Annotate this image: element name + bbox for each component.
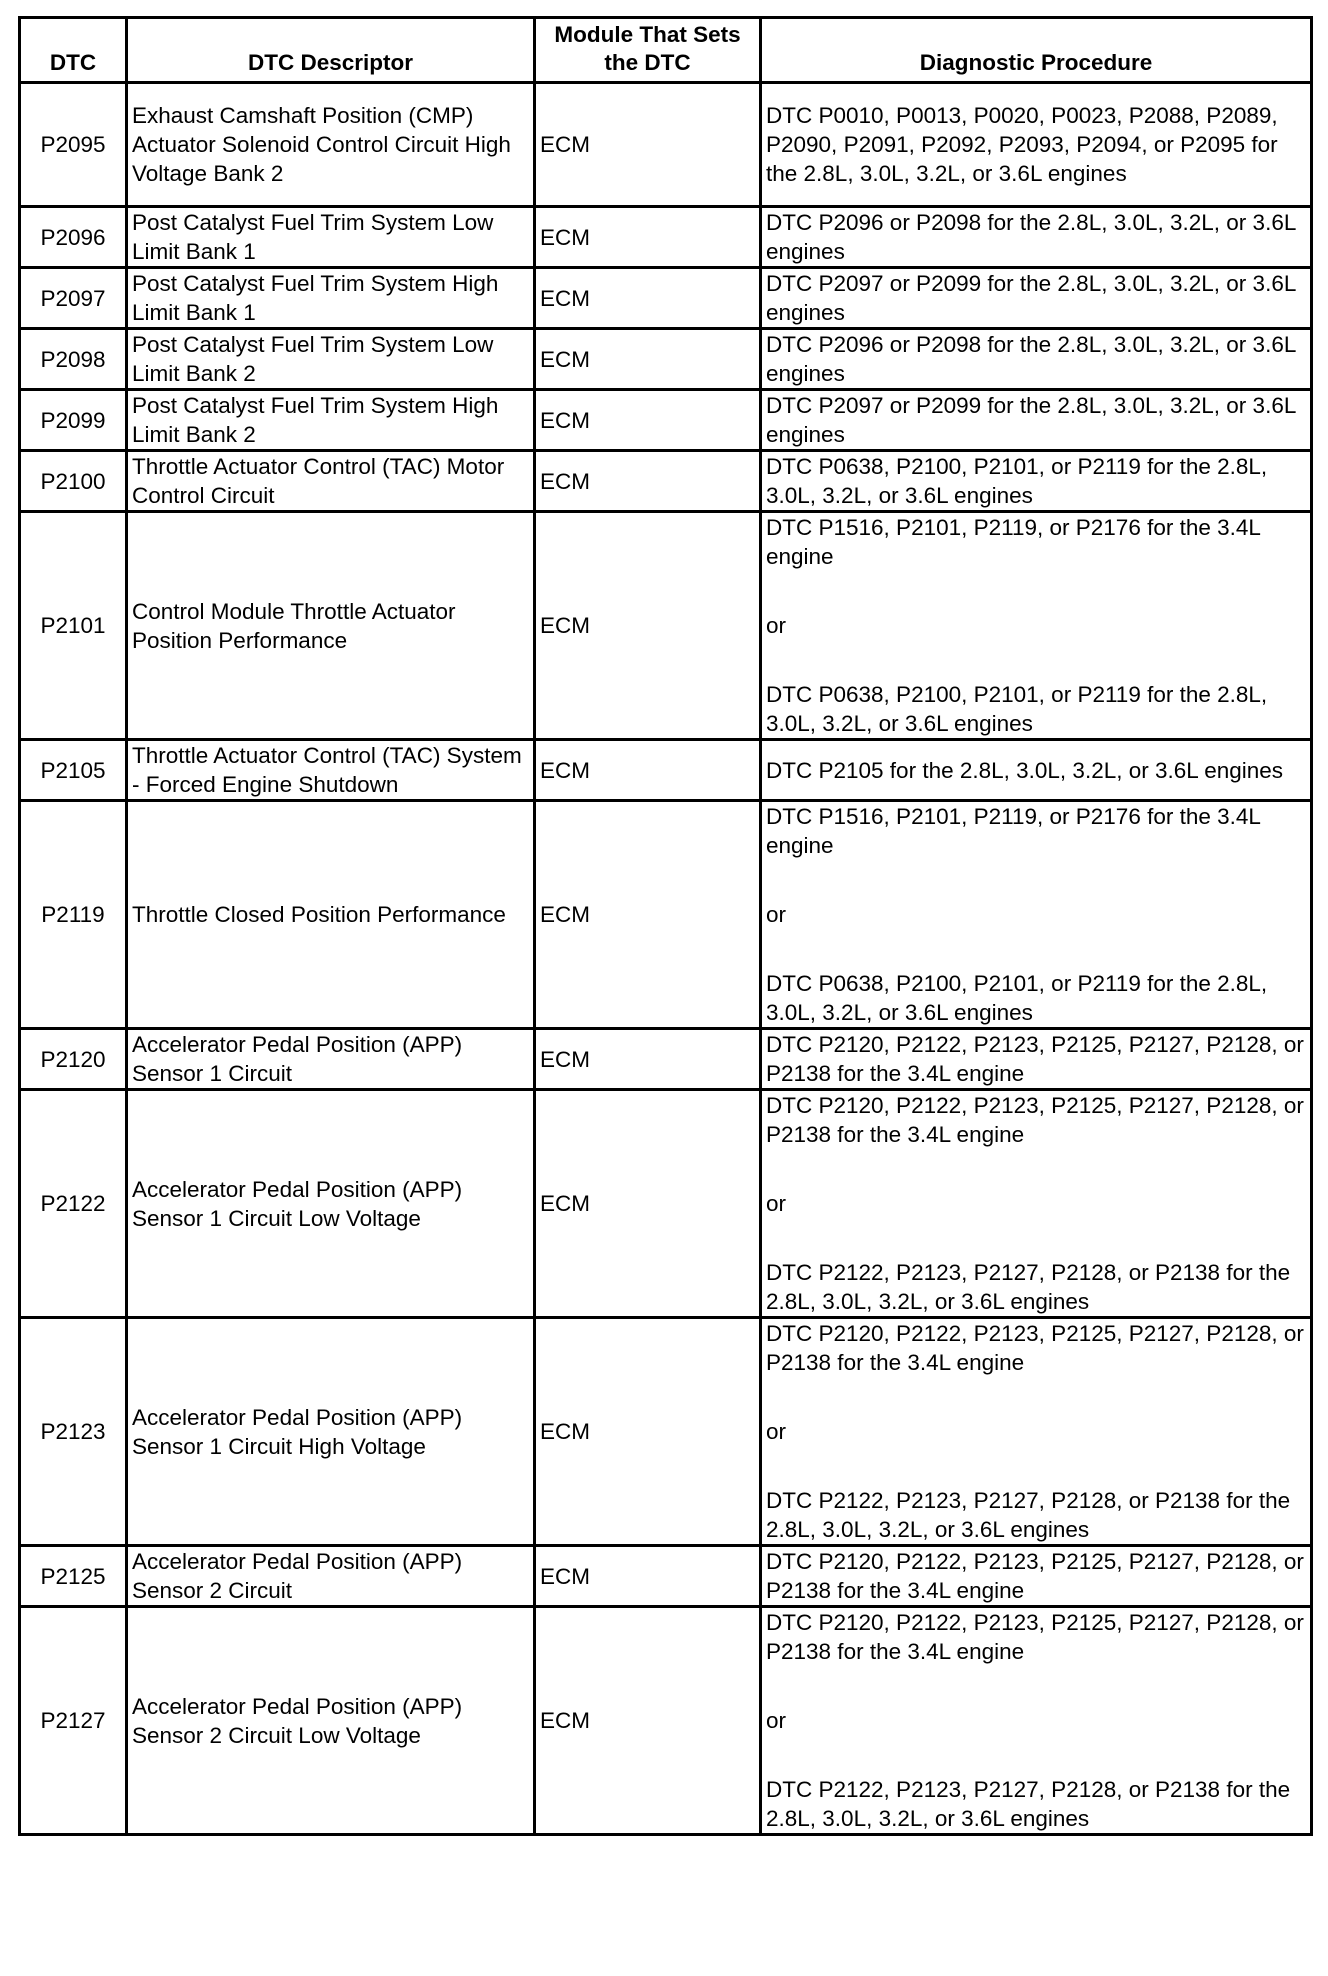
procedure-text: DTC P2122, P2123, P2127, P2128, or P2138 for the 2.8L, 3.0L, 3.2L, or 3.6L engines bbox=[766, 1260, 1291, 1314]
dtc-descriptor-cell: Throttle Actuator Control (TAC) Motor Control Circuit bbox=[127, 451, 535, 512]
module-cell: ECM bbox=[535, 451, 761, 512]
procedure-text: DTC P2122, P2123, P2127, P2128, or P2138 for the 2.8L, 3.0L, 3.2L, or 3.6L engines bbox=[766, 1488, 1291, 1542]
diagnostic-procedure-cell bbox=[761, 268, 1312, 329]
dtc-table bbox=[18, 16, 1313, 1836]
procedure-text: or bbox=[766, 1191, 787, 1216]
table-row bbox=[20, 1546, 1312, 1607]
procedure-text: or bbox=[766, 1708, 787, 1733]
module-cell: ECM bbox=[535, 1318, 761, 1546]
table-row bbox=[20, 268, 1312, 329]
module-cell: ECM bbox=[535, 1546, 761, 1607]
procedure-text: DTC P2120, P2122, P2123, P2125, P2127, P2128, or P2138 for the 3.4L engine bbox=[766, 1093, 1304, 1147]
dtc-descriptor-cell: Post Catalyst Fuel Trim System High Limit Bank 2 bbox=[127, 390, 535, 451]
procedure-text: DTC P2120, P2122, P2123, P2125, P2127, P2128, or P2138 for the 3.4L engine bbox=[766, 1610, 1304, 1664]
procedure-spacer bbox=[766, 1149, 1306, 1189]
diagnostic-procedure-cell bbox=[761, 801, 1312, 1029]
dtc-code-cell: P2125 bbox=[20, 1546, 127, 1607]
header-dtc: DTC bbox=[20, 18, 127, 83]
dtc-code-cell: P2105 bbox=[20, 740, 127, 801]
module-cell: ECM bbox=[535, 1607, 761, 1835]
diagnostic-procedure-cell bbox=[761, 740, 1312, 801]
module-cell: ECM bbox=[535, 1090, 761, 1318]
dtc-code-cell: P2120 bbox=[20, 1029, 127, 1090]
diagnostic-procedure-cell bbox=[761, 1090, 1312, 1318]
dtc-descriptor-cell: Control Module Throttle Actuator Position Performance bbox=[127, 512, 535, 740]
table-row bbox=[20, 1029, 1312, 1090]
procedure-text: DTC P0010, P0013, P0020, P0023, P2088, P2089, P2090, P2091, P2092, P2093, P2094, or P2095 for the 2.8L, 3.0L, 3.2L, or 3.6L engines bbox=[766, 103, 1278, 186]
table-row bbox=[20, 1090, 1312, 1318]
module-cell: ECM bbox=[535, 268, 761, 329]
table-row bbox=[20, 451, 1312, 512]
dtc-code-cell: P2100 bbox=[20, 451, 127, 512]
procedure-spacer bbox=[766, 1377, 1306, 1417]
dtc-code-cell: P2122 bbox=[20, 1090, 127, 1318]
procedure-spacer bbox=[766, 860, 1306, 900]
header-module: Module That Sets the DTC bbox=[535, 18, 761, 83]
procedure-text: DTC P2120, P2122, P2123, P2125, P2127, P2128, or P2138 for the 3.4L engine bbox=[766, 1032, 1304, 1086]
dtc-descriptor-cell: Post Catalyst Fuel Trim System High Limit Bank 1 bbox=[127, 268, 535, 329]
dtc-code-cell: P2127 bbox=[20, 1607, 127, 1835]
procedure-text: DTC P1516, P2101, P2119, or P2176 for the 3.4L engine bbox=[766, 804, 1261, 858]
procedure-text: DTC P2096 or P2098 for the 2.8L, 3.0L, 3.2L, or 3.6L engines bbox=[766, 332, 1296, 386]
diagnostic-procedure-cell bbox=[761, 207, 1312, 268]
dtc-code-cell: P2099 bbox=[20, 390, 127, 451]
dtc-descriptor-cell: Post Catalyst Fuel Trim System Low Limit Bank 2 bbox=[127, 329, 535, 390]
table-row bbox=[20, 390, 1312, 451]
procedure-text: or bbox=[766, 902, 787, 927]
dtc-descriptor-cell: Throttle Actuator Control (TAC) System - Forced Engine Shutdown bbox=[127, 740, 535, 801]
header-row bbox=[20, 18, 1312, 83]
diagnostic-procedure-cell bbox=[761, 1607, 1312, 1835]
diagnostic-procedure-cell bbox=[761, 451, 1312, 512]
procedure-text: DTC P0638, P2100, P2101, or P2119 for the 2.8L, 3.0L, 3.2L, or 3.6L engines bbox=[766, 971, 1268, 1025]
procedure-text: DTC P2097 or P2099 for the 2.8L, 3.0L, 3.2L, or 3.6L engines bbox=[766, 393, 1296, 447]
table-row bbox=[20, 512, 1312, 740]
table-body bbox=[20, 83, 1312, 1835]
procedure-spacer bbox=[766, 1666, 1306, 1706]
dtc-descriptor-cell: Accelerator Pedal Position (APP) Sensor 1 Circuit Low Voltage bbox=[127, 1090, 535, 1318]
table-row bbox=[20, 1318, 1312, 1546]
module-cell: ECM bbox=[535, 801, 761, 1029]
dtc-code-cell: P2097 bbox=[20, 268, 127, 329]
procedure-spacer bbox=[766, 571, 1306, 611]
module-cell: ECM bbox=[535, 390, 761, 451]
dtc-descriptor-cell: Accelerator Pedal Position (APP) Sensor 1 Circuit High Voltage bbox=[127, 1318, 535, 1546]
header-procedure: Diagnostic Procedure bbox=[761, 18, 1312, 83]
diagnostic-procedure-cell bbox=[761, 512, 1312, 740]
procedure-text: DTC P0638, P2100, P2101, or P2119 for the 2.8L, 3.0L, 3.2L, or 3.6L engines bbox=[766, 454, 1268, 508]
procedure-spacer bbox=[766, 1735, 1306, 1775]
procedure-spacer bbox=[766, 1446, 1306, 1486]
dtc-descriptor-cell: Accelerator Pedal Position (APP) Sensor 2 Circuit Low Voltage bbox=[127, 1607, 535, 1835]
table-row bbox=[20, 740, 1312, 801]
procedure-spacer bbox=[766, 1218, 1306, 1258]
diagnostic-procedure-cell bbox=[761, 329, 1312, 390]
procedure-spacer bbox=[766, 640, 1306, 680]
table-row bbox=[20, 83, 1312, 207]
procedure-text: DTC P0638, P2100, P2101, or P2119 for the 2.8L, 3.0L, 3.2L, or 3.6L engines bbox=[766, 682, 1268, 736]
diagnostic-procedure-cell bbox=[761, 1318, 1312, 1546]
module-cell: ECM bbox=[535, 740, 761, 801]
module-cell: ECM bbox=[535, 329, 761, 390]
dtc-code-cell: P2119 bbox=[20, 801, 127, 1029]
header-descriptor: DTC Descriptor bbox=[127, 18, 535, 83]
procedure-text: DTC P2096 or P2098 for the 2.8L, 3.0L, 3.2L, or 3.6L engines bbox=[766, 210, 1296, 264]
module-cell: ECM bbox=[535, 207, 761, 268]
module-cell: ECM bbox=[535, 1029, 761, 1090]
dtc-code-cell: P2096 bbox=[20, 207, 127, 268]
table-row bbox=[20, 207, 1312, 268]
procedure-text: DTC P1516, P2101, P2119, or P2176 for the 3.4L engine bbox=[766, 515, 1261, 569]
dtc-descriptor-cell: Throttle Closed Position Performance bbox=[127, 801, 535, 1029]
dtc-descriptor-cell: Accelerator Pedal Position (APP) Sensor 2 Circuit bbox=[127, 1546, 535, 1607]
procedure-text: DTC P2122, P2123, P2127, P2128, or P2138 for the 2.8L, 3.0L, 3.2L, or 3.6L engines bbox=[766, 1777, 1291, 1831]
dtc-descriptor-cell: Accelerator Pedal Position (APP) Sensor 1 Circuit bbox=[127, 1029, 535, 1090]
table-row bbox=[20, 329, 1312, 390]
dtc-code-cell: P2123 bbox=[20, 1318, 127, 1546]
procedure-spacer bbox=[766, 929, 1306, 969]
table-row bbox=[20, 1607, 1312, 1835]
procedure-text: or bbox=[766, 613, 787, 638]
procedure-text: or bbox=[766, 1419, 787, 1444]
dtc-descriptor-cell: Exhaust Camshaft Position (CMP) Actuator Solenoid Control Circuit High Voltage Bank 2 bbox=[127, 83, 535, 207]
diagnostic-procedure-cell bbox=[761, 1546, 1312, 1607]
procedure-text: DTC P2120, P2122, P2123, P2125, P2127, P2128, or P2138 for the 3.4L engine bbox=[766, 1549, 1304, 1603]
dtc-code-cell: P2101 bbox=[20, 512, 127, 740]
diagnostic-procedure-cell bbox=[761, 1029, 1312, 1090]
dtc-code-cell: P2098 bbox=[20, 329, 127, 390]
module-cell: ECM bbox=[535, 512, 761, 740]
procedure-text: DTC P2097 or P2099 for the 2.8L, 3.0L, 3.2L, or 3.6L engines bbox=[766, 271, 1296, 325]
diagnostic-procedure-cell bbox=[761, 390, 1312, 451]
procedure-text: DTC P2105 for the 2.8L, 3.0L, 3.2L, or 3.6L engines bbox=[766, 757, 1284, 783]
dtc-code-cell: P2095 bbox=[20, 83, 127, 207]
table-row bbox=[20, 801, 1312, 1029]
diagnostic-procedure-cell bbox=[761, 83, 1312, 207]
module-cell: ECM bbox=[535, 83, 761, 207]
procedure-text: DTC P2120, P2122, P2123, P2125, P2127, P2128, or P2138 for the 3.4L engine bbox=[766, 1321, 1304, 1375]
dtc-descriptor-cell: Post Catalyst Fuel Trim System Low Limit Bank 1 bbox=[127, 207, 535, 268]
